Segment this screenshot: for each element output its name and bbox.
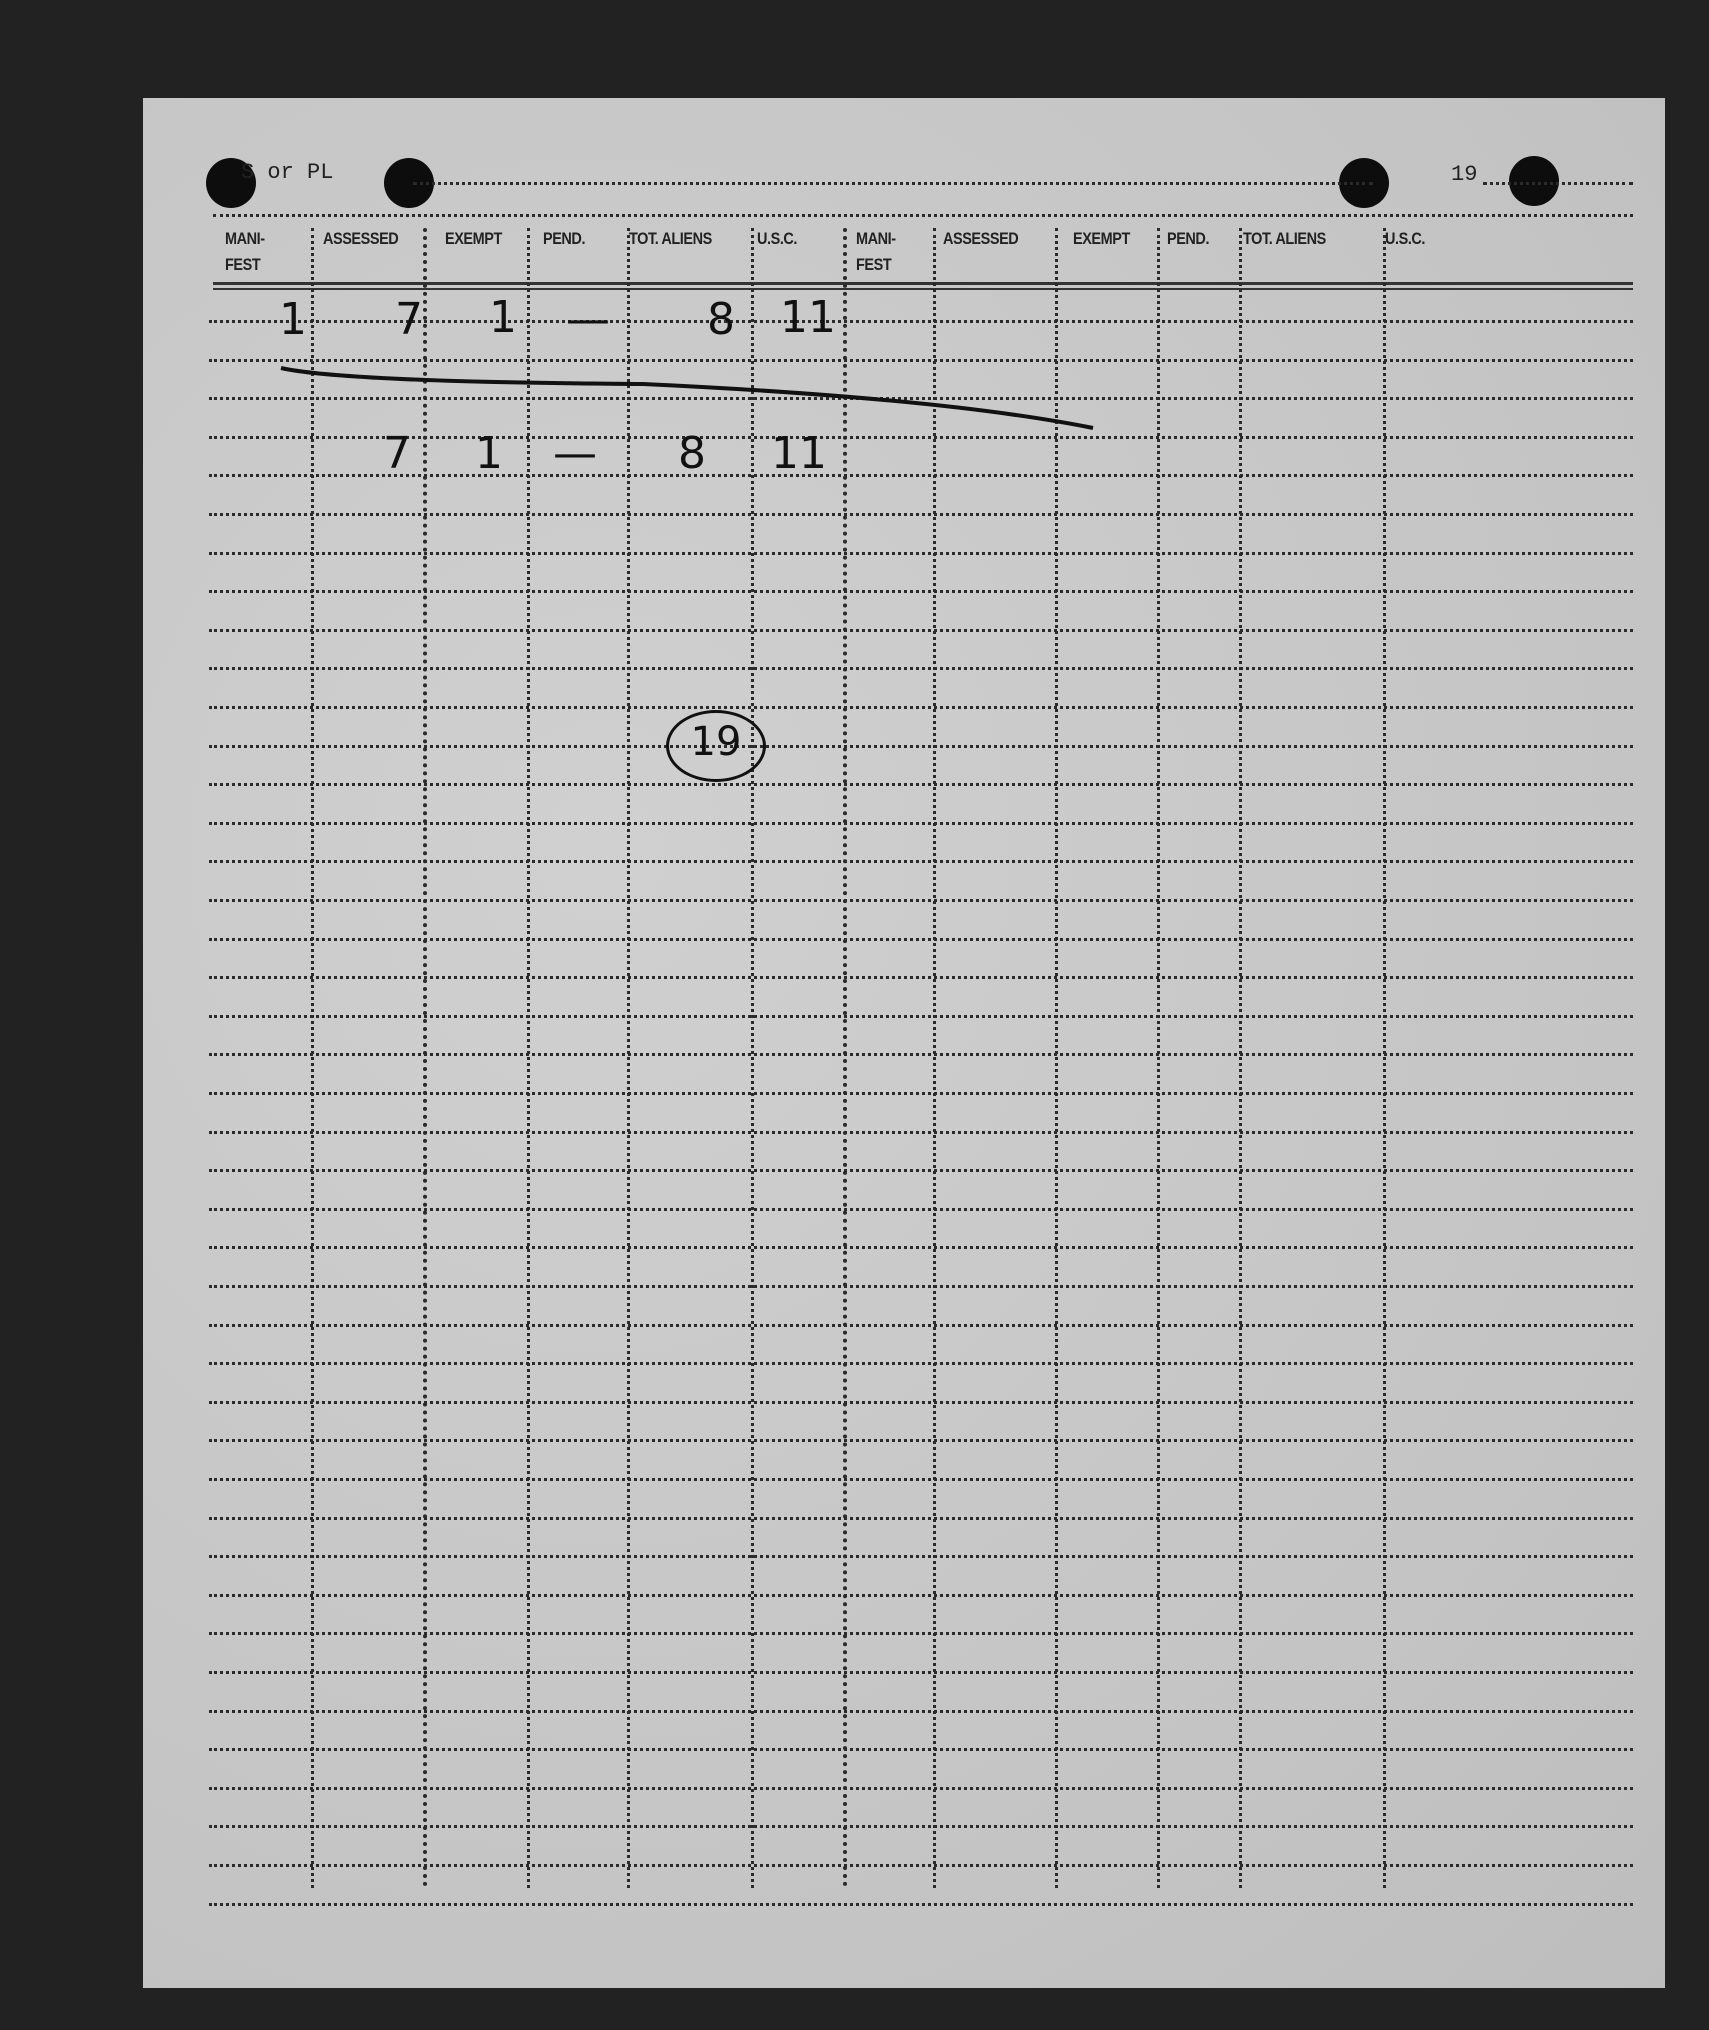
grid-row-line [209, 1285, 1633, 1288]
grid-row-line [209, 629, 1633, 632]
col-header-manifest-right: MANI- FEST [856, 229, 896, 274]
col-header-manifest-left: MANI- FEST [225, 229, 265, 274]
grid-row-line [209, 1864, 1633, 1867]
grid-row-line [209, 1439, 1633, 1442]
total-usc: 11 [771, 428, 827, 479]
col-header-pend-left: PEND. [543, 229, 586, 248]
header-year-label: 19 [1451, 162, 1478, 187]
grid-row-line [209, 860, 1633, 863]
grid-row-line [209, 1131, 1633, 1134]
grid-row-line [209, 1478, 1633, 1481]
grid-row-line [209, 1555, 1633, 1558]
grid-row-line [209, 1362, 1633, 1365]
col-header-totaliens-right: TOT. ALIENS [1243, 229, 1326, 248]
col-header-usc-left: U.S.C. [757, 229, 798, 248]
entry-tot-aliens: 8 [707, 294, 735, 345]
entry-manifest: 1 [279, 294, 307, 345]
grid-row-line [209, 899, 1633, 902]
grid-row-line [209, 938, 1633, 941]
grid-row-line [209, 1903, 1633, 1906]
grid-row-line [209, 1671, 1633, 1674]
grid-row-line [209, 1246, 1633, 1249]
col-header-assessed-left: ASSESSED [323, 229, 399, 248]
grid-row-line [209, 1787, 1633, 1790]
grid-row-line [209, 783, 1633, 786]
total-pend: — [553, 428, 597, 479]
grid-row-line [209, 667, 1633, 670]
grid-row-line [209, 1015, 1633, 1018]
total-assessed: 7 [383, 428, 411, 479]
header-left-label: S or PL [241, 160, 334, 185]
entry-exempt: 1 [489, 292, 517, 343]
grid-row-line [209, 1825, 1633, 1828]
grid-row-line [209, 745, 1633, 748]
grid-row-line [209, 1092, 1633, 1095]
grid-row-line [209, 1748, 1633, 1751]
entry-assessed: 7 [395, 294, 423, 345]
strike-through-line [143, 98, 1665, 598]
total-exempt: 1 [475, 428, 503, 479]
grid-row-line [209, 1710, 1633, 1713]
grid-row-line [209, 822, 1633, 825]
grid-row-line [209, 1517, 1633, 1520]
grid-row-line [209, 1632, 1633, 1635]
grid-row-line [209, 1324, 1633, 1327]
entry-usc: 11 [780, 292, 836, 343]
grid-row-line [209, 1169, 1633, 1172]
manifest-tally-sheet [143, 98, 1665, 1988]
grid-row-line [209, 976, 1633, 979]
circled-note [666, 710, 766, 782]
circled-note-text: 19 [690, 719, 742, 765]
total-tot-aliens: 8 [678, 428, 706, 479]
col-header-usc-right: U.S.C. [1385, 229, 1426, 248]
col-header-pend-right: PEND. [1167, 229, 1210, 248]
grid-row-line [209, 706, 1633, 709]
grid-row-line [209, 1053, 1633, 1056]
grid-row-line [209, 1401, 1633, 1404]
grid-row-line [209, 1594, 1633, 1597]
col-header-assessed-right: ASSESSED [943, 229, 1019, 248]
col-header-totaliens-left: TOT. ALIENS [629, 229, 712, 248]
col-header-exempt-right: EXEMPT [1073, 229, 1130, 248]
grid-row-line [209, 1208, 1633, 1211]
col-header-exempt-left: EXEMPT [445, 229, 502, 248]
entry-pend: — [566, 294, 610, 345]
